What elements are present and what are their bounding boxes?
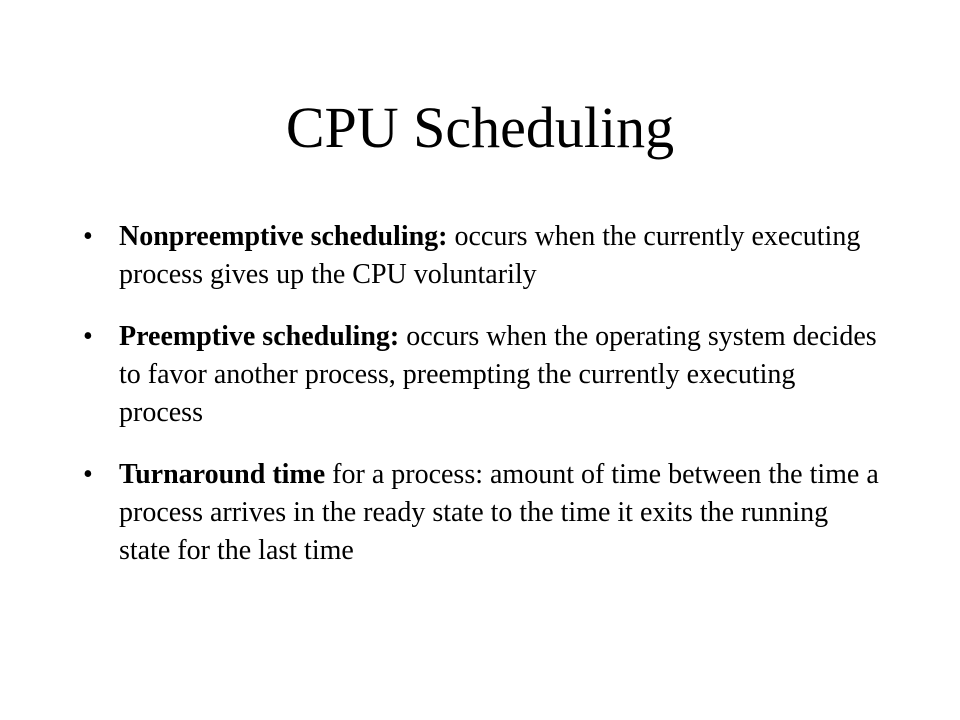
bullet-term: Preemptive scheduling: xyxy=(119,321,400,352)
bullet-list xyxy=(80,218,880,594)
slide-title: CPU Scheduling xyxy=(285,95,675,160)
bullet-term: Nonpreemptive scheduling: xyxy=(119,221,448,252)
bullet-icon: • xyxy=(83,221,93,252)
bullet-item-preemptive xyxy=(80,318,880,432)
bullet-icon: • xyxy=(83,321,93,352)
bullet-text: occurs when the operating system decides to favor another process, preempting the currently executing process xyxy=(119,321,877,428)
bullet-term: Turnaround time xyxy=(119,459,326,490)
bullet-item-turnaround xyxy=(80,456,880,570)
bullet-text: for a process: amount of time between the time a process arrives in the ready state to the time it exits the running state for the last time xyxy=(119,459,879,566)
bullet-icon: • xyxy=(83,459,93,490)
bullet-item-nonpreemptive xyxy=(80,218,880,294)
bullet-text: occurs when the currently executing process gives up the CPU voluntarily xyxy=(119,221,861,290)
